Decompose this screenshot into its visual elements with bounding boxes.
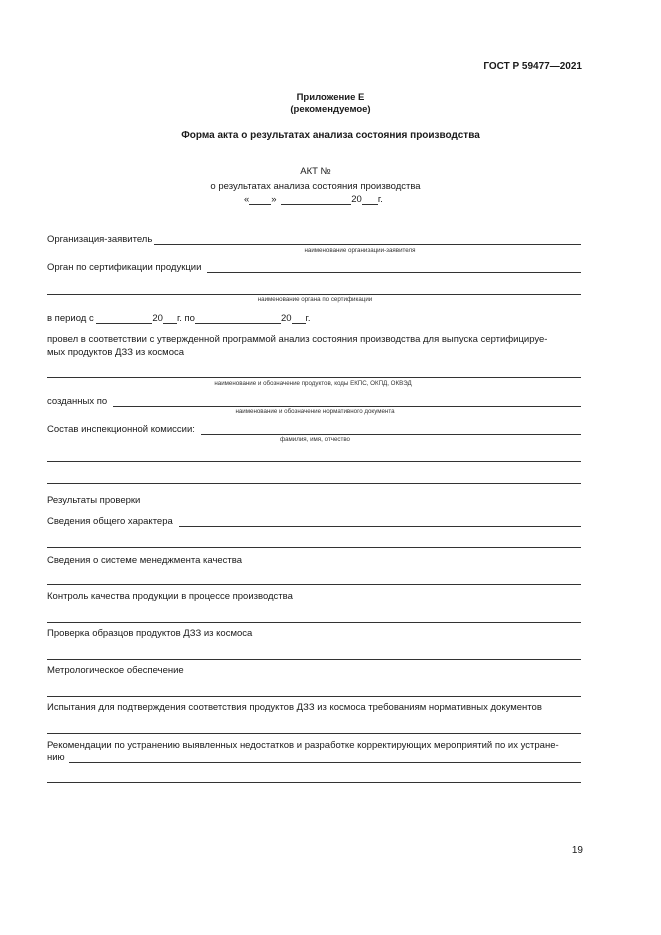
samples-label: Проверка образцов продуктов ДЗЗ из космоса: [47, 628, 253, 639]
general-row: [47, 516, 581, 527]
qms-label: Сведения о системе менеджмента качества: [47, 555, 243, 566]
created-by-caption: наименование и обозначение нормативного документа: [235, 408, 395, 415]
metrology-label: Метрологическое обеспечение: [47, 665, 184, 676]
conducted-line-2: мых продуктов ДЗЗ из космоса: [47, 347, 185, 358]
period-row: [47, 313, 310, 324]
created-by-row: [47, 396, 581, 407]
period-year2-blank[interactable]: [292, 313, 306, 324]
cert-body-label: Орган по сертификации продукции: [47, 262, 202, 273]
recommendations-row: [47, 752, 581, 763]
commission-caption: фамилия, имя, отчество: [280, 436, 350, 443]
date-suffix: г.: [377, 194, 383, 205]
document-code: ГОСТ Р 59477—2021: [483, 61, 582, 72]
period-from-blank[interactable]: [96, 313, 152, 324]
org-applicant-caption: наименование организации-заявителя: [304, 247, 416, 254]
recommendations-line-1: Рекомендации по устранению выявленных недостатков и разработке корректирующих мероприятий по их устране-: [47, 740, 559, 751]
quality-control-label: Контроль качества продукции в процессе производства: [47, 591, 293, 602]
period-prefix: в период с: [47, 313, 94, 324]
cert-body-line-2[interactable]: [47, 294, 581, 295]
recommendations-line-3[interactable]: [47, 782, 581, 783]
tests-field[interactable]: [47, 733, 581, 734]
date-month-blank[interactable]: [281, 194, 351, 205]
date-close-quote: »: [271, 194, 277, 205]
org-applicant-label: Организация-заявитель: [47, 234, 153, 245]
page-number: 19: [571, 845, 583, 856]
act-subtitle: о результатах анализа состояния производства: [210, 181, 421, 192]
date-year-prefix: 20: [351, 194, 362, 205]
period-year2: 20: [280, 313, 292, 324]
general-label: Сведения общего характера: [47, 516, 173, 527]
date-year-blank[interactable]: [362, 194, 378, 205]
period-to-blank[interactable]: [195, 313, 281, 324]
products-field[interactable]: [47, 377, 581, 378]
period-year1: 20: [152, 313, 163, 324]
tests-label: Испытания для подтверждения соответствия продуктов ДЗЗ из космоса требованиям нормативных документов: [47, 702, 542, 713]
appendix-subtitle: (рекомендуемое): [290, 104, 371, 115]
cert-body-caption: наименование органа по сертификации: [257, 296, 373, 303]
created-by-field[interactable]: [113, 396, 581, 407]
period-suffix: г.: [305, 313, 311, 324]
org-applicant-field[interactable]: [154, 234, 581, 245]
samples-field[interactable]: [47, 659, 581, 660]
recommendations-line-2: нию: [47, 752, 65, 763]
created-by-label: созданных по: [47, 396, 108, 407]
period-mid: г. по: [176, 313, 195, 324]
act-date: [244, 194, 383, 205]
appendix-title: Приложение Е: [296, 92, 365, 103]
form-title: Форма акта о результатах анализа состояния производства: [181, 130, 480, 141]
cert-body-row: [47, 262, 581, 273]
quality-control-field[interactable]: [47, 622, 581, 623]
act-title: АКТ №: [300, 166, 331, 177]
conducted-line-1: провел в соответствии с утвержденной программой анализ состояния производства для выпуска сертифицируе-: [47, 334, 548, 345]
cert-body-field[interactable]: [207, 262, 581, 273]
metrology-field[interactable]: [47, 696, 581, 697]
general-field[interactable]: [179, 516, 581, 527]
results-heading: Результаты проверки: [47, 495, 141, 506]
recommendations-field[interactable]: [69, 752, 581, 763]
qms-field[interactable]: [47, 584, 581, 585]
date-day-blank[interactable]: [249, 194, 271, 205]
commission-line-2[interactable]: [47, 461, 581, 462]
commission-line-3[interactable]: [47, 483, 581, 484]
commission-field[interactable]: [201, 424, 581, 435]
period-year1-blank[interactable]: [163, 313, 177, 324]
date-open-quote: «: [244, 194, 250, 205]
general-line-2[interactable]: [47, 547, 581, 548]
org-applicant-row: [47, 234, 581, 245]
commission-label: Состав инспекционной комиссии:: [47, 424, 195, 435]
commission-row: [47, 424, 581, 435]
products-caption: наименование и обозначение продуктов, коды ЕКПС, ОКПД, ОКВЭД: [214, 380, 412, 387]
